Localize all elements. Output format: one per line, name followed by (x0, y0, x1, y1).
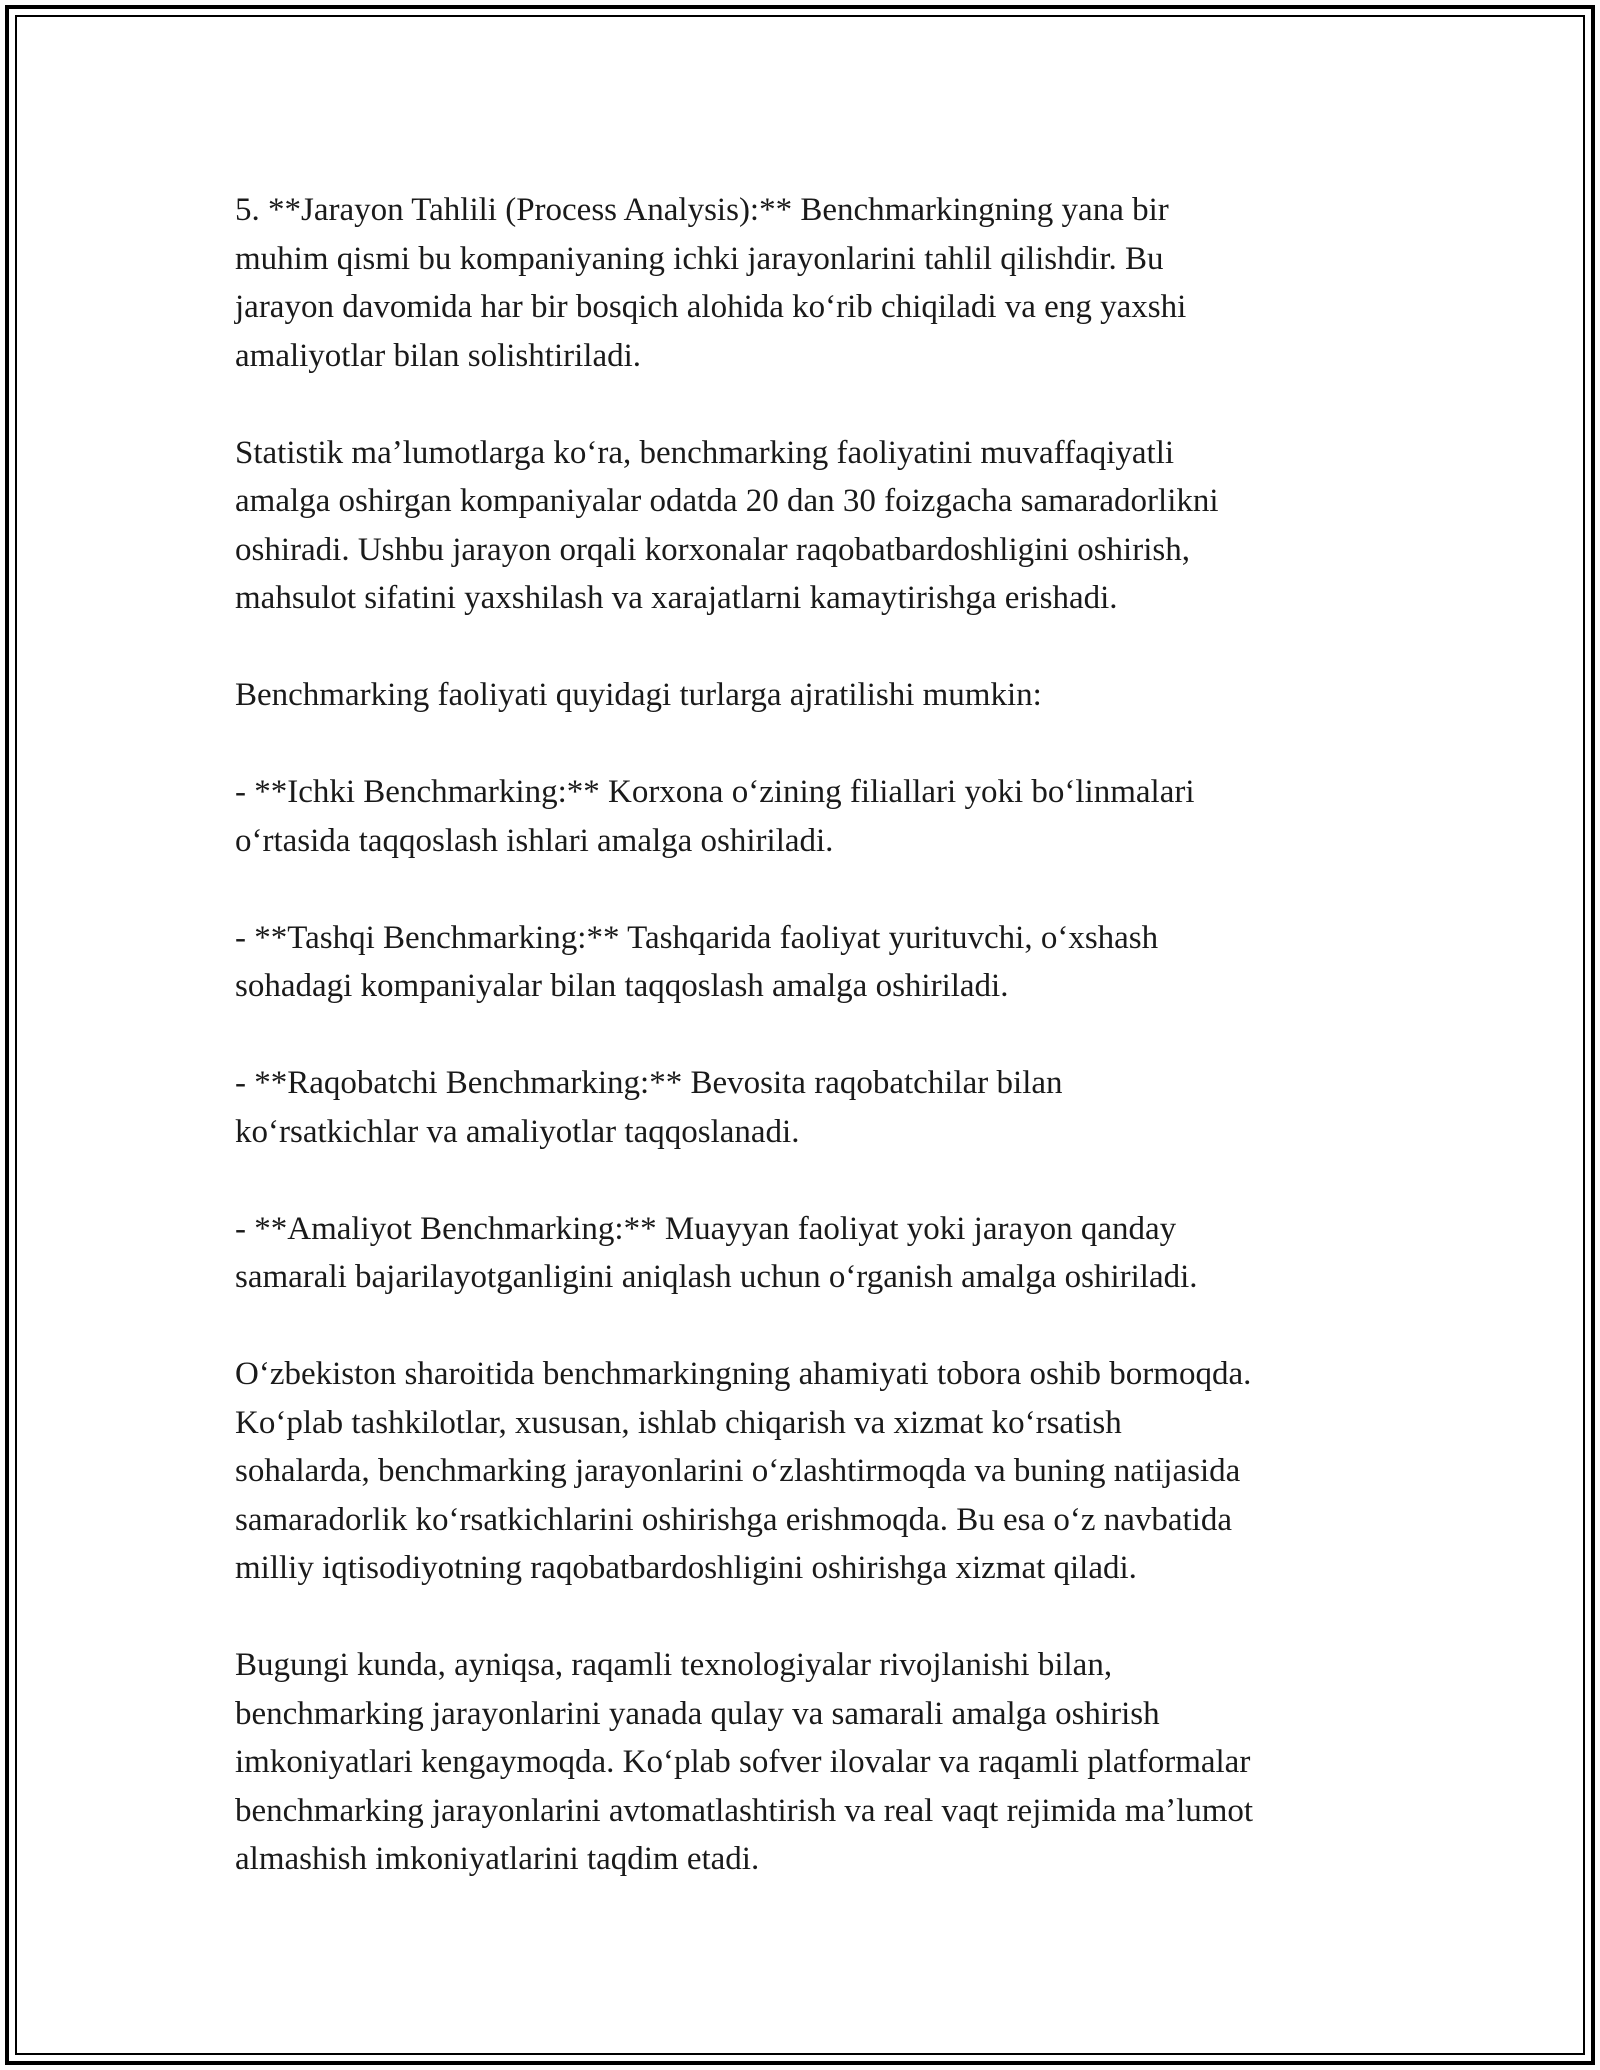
text-line: almashish imkoniyatlarini taqdim etadi. (235, 1841, 760, 1877)
list-item-competitive (235, 1059, 1385, 1156)
text-line: imkoniyatlari kengaymoqda. Koʻplab sofver ilovalar va raqamli platformalar (235, 1744, 1251, 1780)
text-line: Bugungi kunda, ayniqsa, raqamli texnologiyalar rivojlanishi bilan, (235, 1647, 1113, 1683)
text-line: Benchmarking faoliyati quyidagi turlarga ajratilishi mumkin: (235, 677, 1042, 713)
text-line: benchmarking jarayonlarini avtomatlashtirish va real vaqt rejimida maʼlumot (235, 1792, 1254, 1829)
paragraph-process-analysis (235, 186, 1385, 380)
text-line: sohalarda, benchmarking jarayonlarini oʻzlashtirmoqda va buning natijasida (235, 1453, 1241, 1489)
text-line: mahsulot sifatini yaxshilash va xarajatlarni kamaytirishga erishadi. (235, 580, 1118, 616)
text-line: benchmarking jarayonlarini yanada qulay va samarali amalga oshirish (235, 1695, 1160, 1732)
text-line: - **Raqobatchi Benchmarking:** Bevosita raqobatchilar bilan (235, 1065, 1063, 1101)
text-line: muhim qismi bu kompaniyaning ichki jarayonlarini tahlil qilishdir. Bu (235, 240, 1164, 277)
text-line: oshiradi. Ushbu jarayon orqali korxonalar raqobatbardoshligini oshirish, (235, 531, 1190, 568)
text-line: samarali bajarilayotganligini aniqlash uchun oʻrganish amalga oshiriladi. (235, 1259, 1198, 1295)
text-line: 5. **Jarayon Tahlili (Process Analysis):** Benchmarkingning yana bir (235, 192, 1169, 228)
text-line: Statistik maʼlumotlarga koʻra, benchmarking faoliyatini muvaffaqiyatli (235, 434, 1175, 471)
paragraph-uzbekistan (235, 1350, 1385, 1593)
paragraph-types-intro (235, 671, 1385, 720)
text-line: samaradorlik koʻrsatkichlarini oshirishga erishmoqda. Bu esa oʻz navbatida (235, 1501, 1233, 1538)
text-line: Oʻzbekiston sharoitida benchmarkingning ahamiyati tobora oshib bormoqda. (235, 1356, 1252, 1392)
document-body (235, 186, 1385, 1932)
text-line: - **Ichki Benchmarking:** Korxona oʻzining filiallari yoki boʻlinmalari (235, 774, 1195, 810)
text-line: - **Tashqi Benchmarking:** Tashqarida faoliyat yurituvchi, oʻxshash (235, 919, 1159, 956)
list-item-internal (235, 768, 1385, 865)
text-line: koʻrsatkichlar va amaliyotlar taqqoslanadi. (235, 1113, 800, 1150)
paragraph-statistics (235, 429, 1385, 623)
text-line: - **Amaliyot Benchmarking:** Muayyan faoliyat yoki jarayon qanday (235, 1210, 1177, 1247)
paragraph-digital (235, 1641, 1385, 1884)
text-line: Koʻplab tashkilotlar, xususan, ishlab chiqarish va xizmat koʻrsatish (235, 1404, 1122, 1441)
text-line: sohadagi kompaniyalar bilan taqqoslash amalga oshiriladi. (235, 968, 1009, 1004)
list-item-external (235, 914, 1385, 1011)
text-line: amaliyotlar bilan solishtiriladi. (235, 337, 642, 374)
text-line: amalga oshirgan kompaniyalar odatda 20 dan 30 foizgacha samaradorlikni (235, 483, 1219, 519)
list-item-practice (235, 1205, 1385, 1302)
text-line: milliy iqtisodiyotning raqobatbardoshligini oshirishga xizmat qiladi. (235, 1550, 1137, 1586)
text-line: oʻrtasida taqqoslash ishlari amalga oshiriladi. (235, 822, 834, 859)
text-line: jarayon davomida har bir bosqich alohida koʻrib chiqiladi va eng yaxshi (235, 289, 1187, 325)
